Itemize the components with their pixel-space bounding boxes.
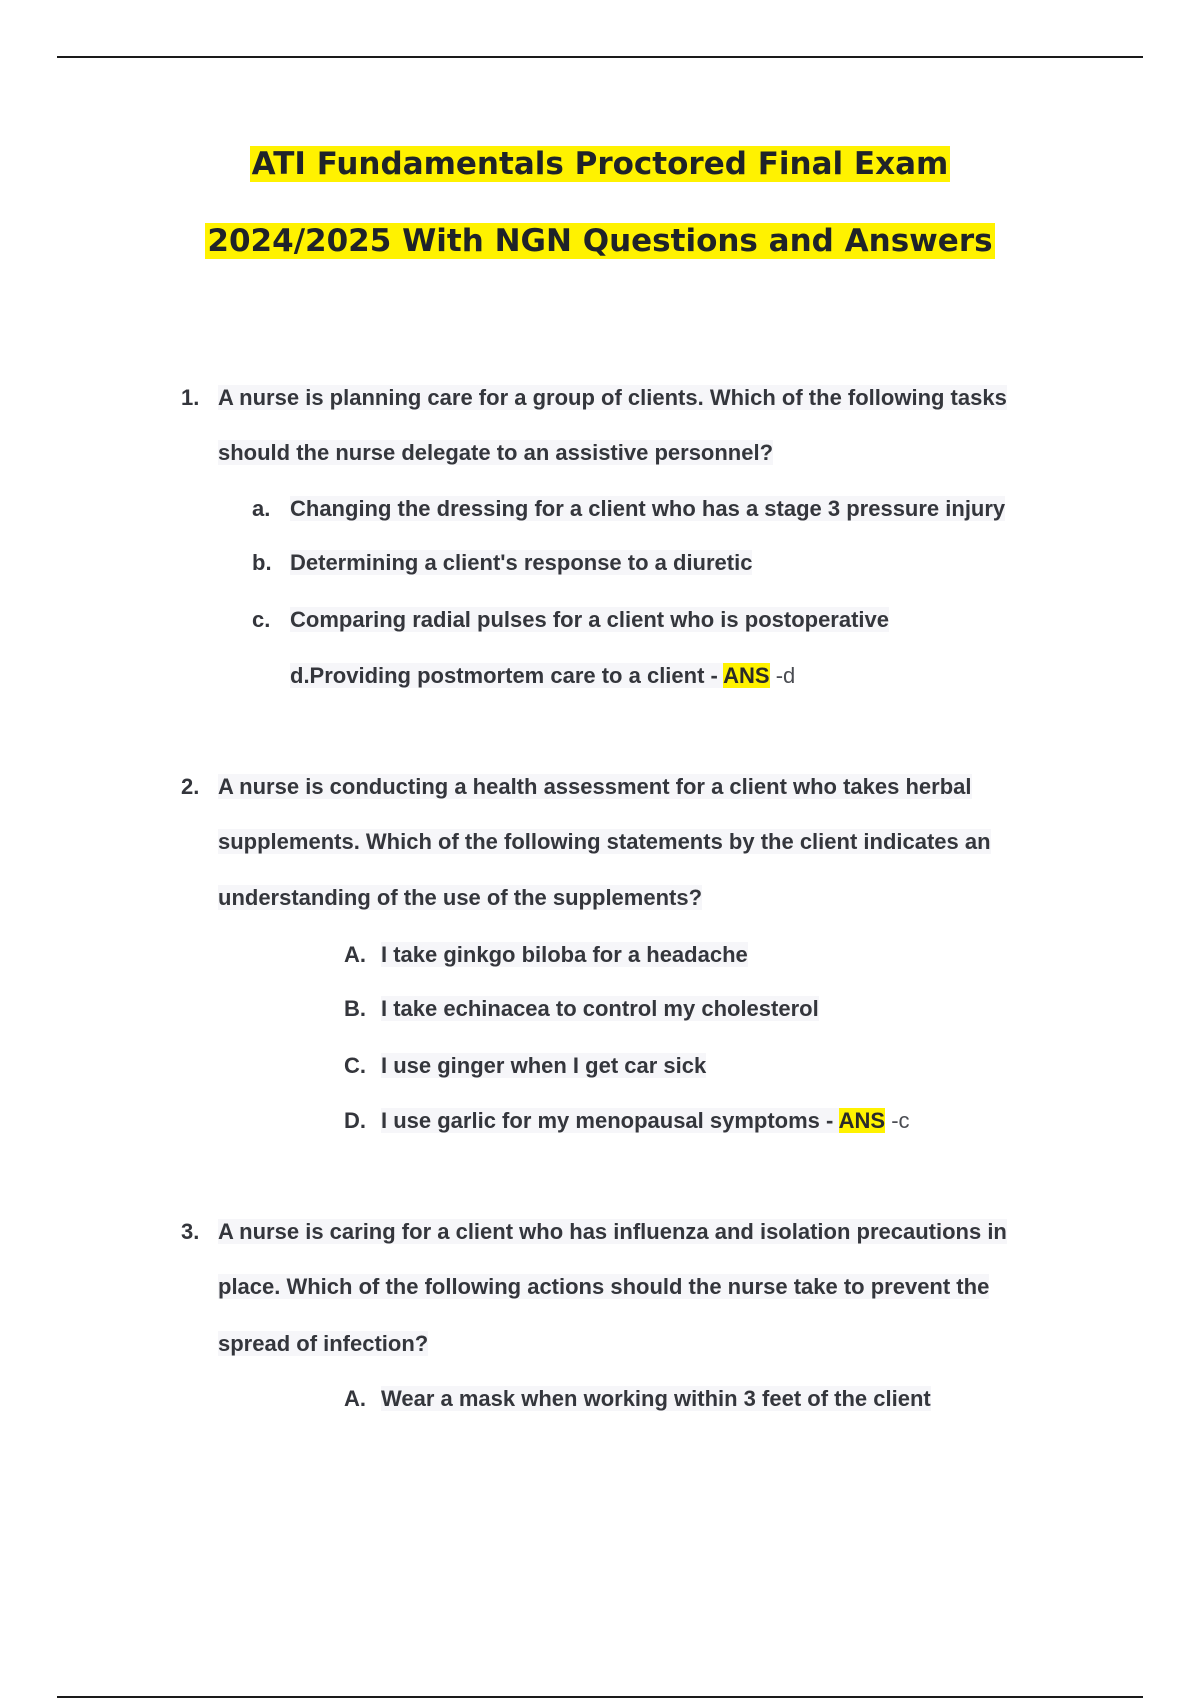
answer-value: -c (891, 1108, 910, 1133)
option-letter: A. (344, 942, 366, 967)
answer-marker: ANS (838, 1108, 886, 1133)
option-text: Comparing radial pulses for a client who is postoperative (290, 607, 890, 632)
option-letter: D. (344, 1108, 366, 1133)
question-number: 3. (181, 1219, 200, 1244)
option-text: Determining a client's response to a diuretic (290, 550, 753, 575)
option-text: Wear a mask when working within 3 feet of the client (381, 1386, 931, 1411)
question-stem-line: supplements. Which of the following statements by the client indicates an (218, 829, 991, 854)
answer-value: -d (775, 663, 796, 688)
option-text-with-answer: d.Providing postmortem care to a client - ANS -d (290, 663, 796, 688)
option-text: I take echinacea to control my cholesterol (381, 996, 819, 1021)
option-text: I use ginger when I get car sick (381, 1053, 707, 1078)
option-letter: a. (252, 496, 271, 521)
option-letter: B. (344, 996, 366, 1021)
option-text: I take ginkgo biloba for a headache (381, 942, 748, 967)
option-letter: b. (252, 550, 272, 575)
question-stem-line: A nurse is conducting a health assessment for a client who takes herbal (218, 774, 972, 799)
bottom-rule (57, 1696, 1143, 1698)
question-stem-line: A nurse is caring for a client who has influenza and isolation precautions in (218, 1219, 1007, 1244)
answer-marker: ANS (723, 663, 770, 688)
top-rule (57, 56, 1143, 58)
question-stem-line: place. Which of the following actions should the nurse take to prevent the (218, 1274, 990, 1299)
option-text-with-answer: I use garlic for my menopausal symptoms - ANS -c (381, 1108, 910, 1133)
question-stem-line: should the nurse delegate to an assistive personnel? (218, 440, 774, 465)
question-number: 2. (181, 774, 200, 799)
document-title-line-1: ATI Fundamentals Proctored Final Exam (251, 146, 949, 182)
option-letter: c. (252, 607, 271, 632)
question-number: 1. (181, 385, 200, 410)
question-stem-line: A nurse is planning care for a group of clients. Which of the following tasks (218, 385, 1007, 410)
option-letter: C. (344, 1053, 366, 1078)
question-stem-line: understanding of the use of the supplements? (218, 885, 703, 910)
option-letter: A. (344, 1386, 366, 1411)
document-title-line-2: 2024/2025 With NGN Questions and Answers (207, 223, 993, 259)
question-stem-line: spread of infection? (218, 1331, 429, 1356)
option-text: Changing the dressing for a client who has a stage 3 pressure injury (290, 496, 1006, 521)
